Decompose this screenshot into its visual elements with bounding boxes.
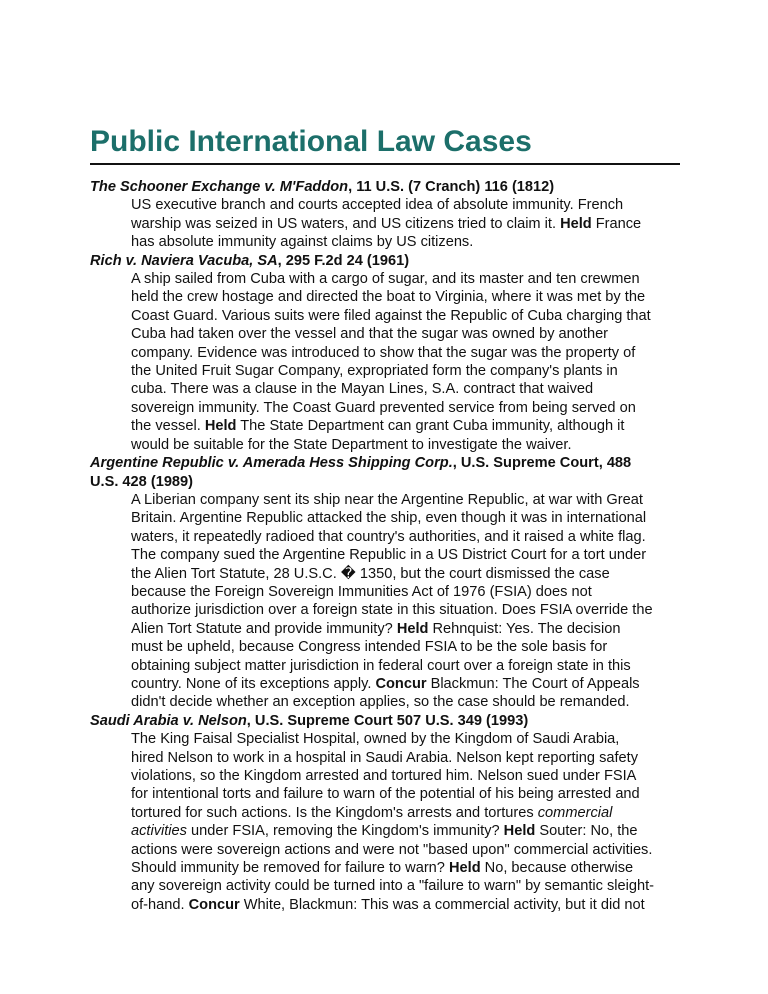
case-line: the Alien Tort Statute, 28 U.S.C. � 1350, but the court dismissed the case (131, 565, 610, 582)
case-text: country. None of its exceptions apply. (131, 675, 372, 692)
case-line: The King Faisal Specialist Hospital, owned by the Kingdom of Saudi Arabia, (131, 731, 620, 748)
case-text: under FSIA, removing the Kingdom's immunity? (186, 823, 500, 840)
case-citation: , 11 U.S. (7 Cranch) 116 (1812) (348, 179, 555, 195)
case-citation: U.S. 428 (1989) (90, 473, 194, 490)
case-name: Argentine Republic v. Amerada Hess Shipping Corp. (90, 455, 453, 472)
case-name: Saudi Arabia v. Nelson (90, 712, 247, 729)
case-line: violations, so the Kingdom arrested and tortured him. Nelson sued under FSIA (131, 768, 637, 784)
case-line: A ship sailed from Cuba with a cargo of sugar, and its master and ten crewmen (131, 271, 640, 288)
case-text: the vessel. (131, 418, 201, 435)
case-summary (131, 730, 680, 914)
case-line (131, 896, 680, 914)
case-line (131, 215, 680, 233)
case-line: any sovereign activity could be turned into a "failure to warn" by semantic sleight- (131, 878, 655, 895)
concur-label: Concur (375, 675, 427, 692)
emphasis-text: commercial (537, 804, 613, 821)
case-name: The Schooner Exchange v. M'Faddon (90, 179, 349, 195)
case-text: warship was seized in US waters, and US citizens tried to claim it. (131, 215, 557, 232)
case-text: Blackmun: The Court of Appeals (426, 675, 640, 692)
case-line: Britain. Argentine Republic attacked the ship, even though it was in international (131, 510, 647, 527)
case-line (131, 804, 680, 822)
case-line: waters, it repeatedly radioed that country's authorities, and it raised a white flag. (131, 528, 646, 545)
case-line: The company sued the Argentine Republic in a US District Court for a tort under (131, 547, 647, 564)
case-line: held the crew hostage and directed the boat to Virginia, where it was met by the (131, 289, 646, 306)
held-label: Held (560, 215, 592, 232)
case-text: of-hand. (131, 896, 185, 913)
document-body (90, 178, 680, 914)
case-line: for intentional torts and failure to warn of the potential of his being arrested and (131, 786, 640, 803)
case-text: The State Department can grant Cuba immunity, although it (236, 418, 625, 435)
case-citation: , 295 F.2d 24 (1961) (277, 252, 410, 269)
case-line: authorize jurisdiction over a foreign state in this situation. Does FSIA override the (131, 602, 653, 619)
concur-label: Concur (188, 896, 240, 913)
case-line (131, 620, 680, 638)
case-heading (90, 712, 680, 730)
case-line: sovereign immunity. The Coast Guard prevented service from being served on (131, 399, 636, 416)
case-line: has absolute immunity against claims by US citizens. (131, 234, 474, 251)
case-line: A Liberian company sent its ship near the Argentine Republic, at war with Great (131, 491, 643, 508)
case-text: Souter: No, the (535, 823, 638, 840)
case-text: Should immunity be removed for failure to warn? (131, 860, 445, 877)
case-text: France (591, 215, 642, 232)
case-line: must be upheld, because Congress intended FSIA to be the sole basis for (131, 639, 608, 656)
case-schooner-exchange (90, 178, 680, 252)
case-saudi-arabia-nelson (90, 712, 680, 914)
case-line: cuba. There was a clause in the Mayan Lines, S.A. contract that waived (131, 381, 594, 398)
case-heading (90, 454, 680, 491)
case-line: the United Fruit Sugar Company, expropriated form the company's plants in (131, 363, 618, 380)
held-label: Held (396, 620, 429, 637)
case-heading (90, 252, 680, 270)
case-line (131, 417, 680, 435)
title-rule (90, 163, 680, 165)
held-label: Held (204, 418, 237, 435)
case-heading (90, 178, 680, 196)
case-text: No, because otherwise (480, 860, 634, 877)
case-name: Rich v. Naviera Vacuba, SA (90, 252, 278, 269)
case-line: didn't decide whether an exception applies, so the case should be remanded. (131, 694, 630, 711)
case-line: US executive branch and courts accepted idea of absolute immunity. French (131, 197, 624, 214)
case-summary (131, 196, 680, 251)
case-text: Alien Tort Statute and provide immunity? (131, 620, 393, 637)
emphasis-text: activities (131, 823, 187, 840)
case-line: because the Foreign Sovereign Immunities Act of 1976 (FSIA) does not (131, 583, 592, 600)
case-summary (131, 270, 680, 454)
case-line: would be suitable for the State Department to investigate the waiver. (131, 436, 572, 453)
case-line (131, 675, 680, 693)
case-line: hired Nelson to work in a hospital in Saudi Arabia. Nelson kept reporting safety (131, 749, 639, 766)
page-title: Public International Law Cases (90, 125, 532, 158)
case-line (131, 822, 680, 840)
case-text: Rehnquist: Yes. The decision (428, 620, 621, 637)
case-rich-naviera (90, 252, 680, 454)
case-line: Cuba had taken over the vessel and that the sugar was owned by another (131, 326, 609, 343)
held-label: Held (448, 860, 481, 877)
case-argentine-republic (90, 454, 680, 712)
held-label: Held (503, 823, 536, 840)
case-line: company. Evidence was introduced to show that the sugar was the property of (131, 344, 636, 361)
case-citation: , U.S. Supreme Court 507 U.S. 349 (1993) (246, 712, 529, 729)
case-line (131, 859, 680, 877)
case-text: White, Blackmun: This was a commercial activity, but it did not (239, 896, 645, 913)
case-line: actions were sovereign actions and were not "based upon" commercial activities. (131, 841, 653, 858)
case-summary (131, 491, 680, 712)
case-text: tortured for such actions. Is the Kingdom's arrests and tortures (131, 804, 534, 821)
case-line: Coast Guard. Various suits were filed against the Republic of Cuba charging that (131, 307, 651, 324)
case-citation: , U.S. Supreme Court, 488 (452, 455, 632, 472)
case-line: obtaining subject matter jurisdiction in federal court over a foreign state in this (131, 657, 631, 674)
